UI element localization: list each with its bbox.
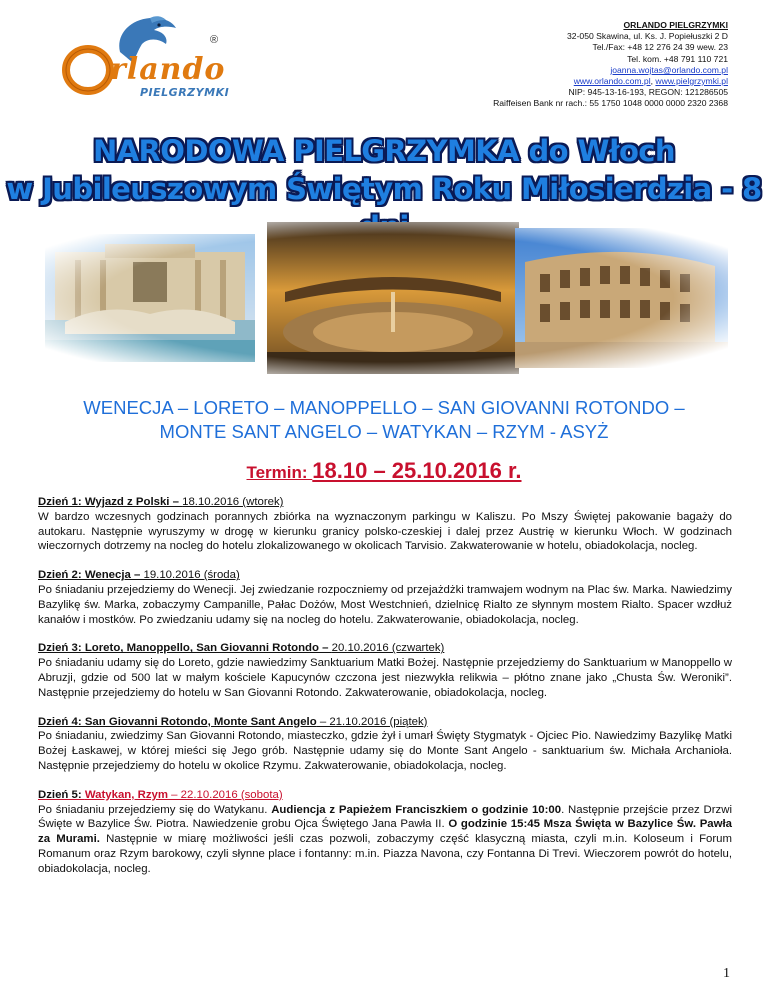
orlando-logo	[58, 12, 248, 104]
route-heading	[0, 396, 768, 444]
day-4-title: Dzień 4: San Giovanni Rotondo, Monte Sant Angelo	[38, 715, 317, 728]
company-email-link[interactable]: joanna.wojtas@orlando.com.pl	[610, 64, 728, 75]
company-address: 32-050 Skawina, ul. Ks. J. Popiełuszki 2 D	[567, 31, 728, 42]
day-3-title: Dzień 3: Loreto, Manoppello, San Giovanni Rotondo –	[38, 642, 332, 655]
day-3	[38, 641, 732, 700]
day-2-title: Dzień 2: Wenecja –	[38, 569, 144, 582]
termin-line	[0, 458, 768, 484]
photo-strip	[45, 222, 728, 374]
logo-tagline: PIELGRZYMKI	[140, 86, 230, 99]
itinerary	[38, 495, 732, 891]
day-1	[38, 495, 732, 554]
termin-label: Termin:	[246, 463, 313, 482]
day-2-text: Po śniadaniu przejedziemy do Wenecji. Jej zwiedzanie rozpoczniemy od przejażdżki tramwajem wodnym na Plac św. Marka. Nawiedzimy Bazylikę św. Marka, zobaczymy Campanille, Pałac Dożów, Most Westchnień, dzielnicę Rialto ze słynnym mostem Rialto. Spacer wzdłuż kanałów i mostków. Po zwiedzaniu udamy się na nocleg do hotelu. Zakwaterowanie, obiadokolacja, nocleg.	[38, 583, 732, 626]
title-line-1: NARODOWA PIELGRZYMKA do Włoch	[93, 134, 675, 168]
route-line-1: WENECJA – LORETO – MANOPPELLO – SAN GIOVANNI ROTONDO –	[83, 397, 685, 418]
day-4-date: – 21.10.2016 (piątek)	[316, 715, 428, 728]
day-4-text: Po śniadaniu, zwiedzimy San Giovanni Rotondo, miasteczko, gdzie żył i umarł Święty Stygmatyk - Ojciec Pio. Nawiedzimy Bazylikę Matki Bożej Łaskawej, w której mieści się Jego grób. Następnie udamy się do Monte Sant Angelo - sanktuarium św. Michała Archanioła. Następnie przejedziemy do hotelu w okolice Rzymu. Zakwaterowanie, obiadokolacja, nocleg.	[38, 730, 732, 772]
day-3-heading	[38, 641, 732, 656]
day-2	[38, 568, 732, 627]
company-info	[493, 20, 728, 110]
day-1-title: Dzień 1: Wyjazd z Polski –	[38, 496, 183, 508]
termin-dates: 18.10 – 25.10.2016 r.	[312, 458, 522, 483]
day-2-date: 19.10.2016 (środa)	[143, 569, 240, 582]
company-bank: Raiffeisen Bank nr rach.: 55 1750 1048 0000 0000 2320 2368	[493, 98, 728, 109]
day-5-text-audience: Audiencja z Papieżem Franciszkiem o godzinie 10:00	[271, 803, 562, 816]
day-5-text-part-1: Po śniadaniu przejedziemy się do Watykanu.	[38, 803, 272, 816]
day-5-text-mass: O godzinie 15:45 Msza Święta w Bazylice Św. Pawła za Murami.	[38, 818, 732, 846]
title-line-2: w Jubileuszowym Świętym Roku Miłosierdzia - 8	[6, 172, 762, 206]
day-5-title: Watykan, Rzym	[84, 788, 168, 801]
day-1-date: 18.10.2016 (wtorek)	[182, 496, 284, 508]
company-name: ORLANDO PIELGRZYMKI	[623, 20, 728, 30]
company-mobile: Tel. kom. +48 791 110 721	[627, 53, 728, 64]
day-5-date: – 22.10.2016 (sobota)	[167, 788, 283, 801]
page-number: 1	[723, 966, 730, 981]
day-5	[38, 788, 732, 877]
company-web-link-1[interactable]: www.orlando.com.pl	[573, 76, 651, 87]
day-1-text: W bardzo wczesnych godzinach porannych zbiórka na wyznaczonym parkingu w Kaliszu. Po Mszy Świętej pakowanie bagaży do autokaru. Następnie wyruszymy w drogę w kierunku granicy polsko-czeskiej i dalej przez Austrię w kierunku Włoch. W godzinach wieczornych dotrzemy na nocleg do hotelu zlokalizowanego w okolicach Tarvisio. Zakwaterowanie w hotelu, obiadokolacja, nocleg.	[38, 510, 732, 553]
company-telfax: Tel./Fax: +48 12 276 24 39 wew. 23	[592, 42, 728, 53]
day-5-text-part-5: Następnie w miarę możliwości jeśli czas pozwoli, zobaczymy część klasyczną miasta, czyli m.in. Koloseum i Forum Romanum oraz Rzym barokowy, czyli słynne place i fontanny: m.in. Piazza Navona, czy Fontanna Di Trevi. Wieczorem powrót do hotelu, obiadokolacja, nocleg.	[38, 833, 732, 875]
day-4-heading	[38, 715, 732, 730]
logo-registered-mark: ®	[210, 34, 219, 46]
day-3-text: Po śniadaniu udamy się do Loreto, gdzie nawiedzimy Sanktuarium Matki Bożej. Następnie przejedziemy do Sanktuarium w Manoppello w Abruzji, gdzie od 500 lat w małym kościele Kapucynów czczona jest niezwykła relikwia – płótno znane jako „Chusta Św. Weroniki”. Następnie przejedziemy do hotelu w San Giovanni Rotondo. Zakwaterowanie, obiadokolacja, nocleg.	[38, 657, 732, 699]
photo-collage	[45, 222, 728, 374]
day-5-prefix: Dzień 5:	[38, 788, 85, 801]
company-nip: NIP: 945-13-16-193, REGON: 121286505	[568, 87, 728, 98]
route-line-2: MONTE SANT ANGELO – WATYKAN – RZYM - ASYŻ	[159, 421, 609, 442]
day-2-heading	[38, 568, 732, 583]
company-web-link-2[interactable]: www.pielgrzymki.pl	[655, 76, 728, 87]
day-5-text-part-3: . Następnie przejście przez Drzwi Święte w Bazylice Św. Piotra. Nawiedzenie grobu Ojca Świętego Jana Pawła II.	[38, 803, 732, 831]
day-5-text	[38, 803, 732, 877]
day-3-date: 20.10.2016 (czwartek)	[331, 642, 445, 655]
day-1-heading	[38, 495, 732, 510]
web-separator: ,	[650, 76, 656, 87]
day-4	[38, 715, 732, 774]
logo-word: rlando	[110, 52, 226, 87]
day-5-heading	[38, 788, 732, 803]
